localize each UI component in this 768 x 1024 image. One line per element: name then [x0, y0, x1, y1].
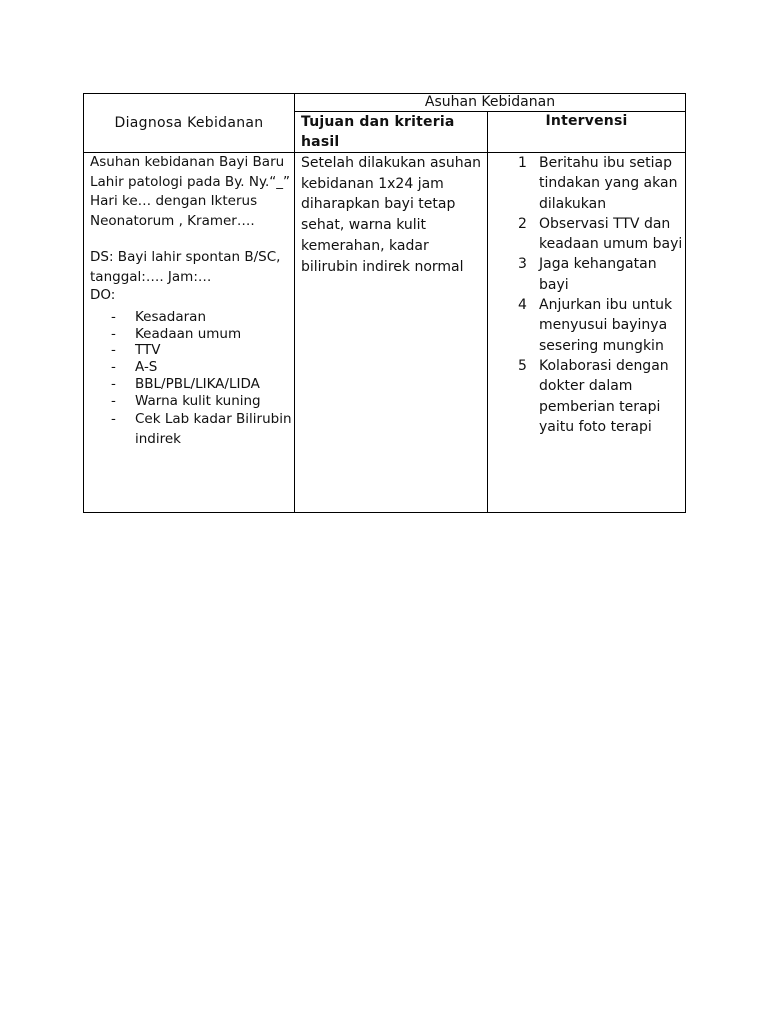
do-item-label: BBL/PBL/LIKA/LIDA — [135, 375, 260, 392]
intervensi-cell — [488, 153, 686, 513]
header-diagnosa: Diagnosa Kebidanan — [84, 94, 295, 153]
diagnosa-ds: DS: Bayi lahir spontan B/SC, tanggal:…. Jam:… — [90, 249, 281, 285]
do-item — [90, 376, 294, 393]
dash-bullet: - — [111, 375, 116, 392]
intervensi-list — [488, 153, 685, 437]
do-item-label: Kesadaran — [135, 309, 207, 325]
do-item-label: Cek Lab kadar Bilirubin indirek — [135, 411, 292, 448]
care-plan-table — [83, 93, 686, 513]
do-item — [90, 309, 294, 326]
step-text: Kolaborasi dengan dokter dalam pemberian terapi yaitu foto terapi — [539, 357, 669, 435]
header-intervensi: Intervensi — [488, 112, 686, 153]
step-number: 2 — [518, 215, 527, 232]
do-item — [90, 409, 294, 449]
intervensi-item — [488, 214, 685, 255]
do-item-label: TTV — [135, 342, 161, 359]
do-item — [90, 359, 294, 376]
dash-bullet: - — [111, 342, 116, 359]
step-text: Beritahu ibu setiap tindakan yang akan dilakukan — [539, 155, 678, 212]
do-item — [90, 326, 294, 343]
diagnosa-cell — [84, 153, 295, 513]
dash-bullet: - — [111, 411, 116, 428]
header-tujuan: Tujuan dan kriteria hasil — [295, 112, 488, 153]
dash-bullet: - — [111, 309, 116, 325]
intervensi-item — [488, 356, 685, 437]
step-text: Anjurkan ibu untuk menyusui bayinya sesering mungkin — [539, 297, 673, 354]
intervensi-item — [488, 295, 685, 356]
tujuan-text: Setelah dilakukan asuhan kebidanan 1x24 jam diharapkan bayi tetap sehat, warna kulit kemerahan, kadar bilirubin indirek normal — [301, 155, 482, 275]
spacer — [90, 231, 294, 248]
step-number: 1 — [518, 155, 527, 171]
dash-bullet: - — [111, 325, 116, 342]
intervensi-item — [488, 254, 685, 295]
step-number: 4 — [518, 297, 527, 314]
do-item-label: Warna kulit kuning — [135, 392, 261, 409]
step-text: Observasi TTV dan keadaan umum bayi — [539, 215, 683, 253]
diagnosa-do-label: DO: — [90, 287, 116, 303]
step-text: Jaga kehangatan bayi — [539, 256, 657, 293]
header-row-top — [84, 94, 686, 112]
do-item — [90, 393, 294, 410]
dash-bullet: - — [111, 392, 116, 409]
body-row — [84, 153, 686, 513]
do-list — [90, 309, 294, 449]
header-asuhan: Asuhan Kebidanan — [295, 94, 686, 112]
diagnosa-intro: Asuhan kebidanan Bayi Baru Lahir patologi pada By. Ny.“_” Hari ke… dengan Ikterus Neonatorum , Kramer…. — [90, 154, 291, 229]
do-item-label: A-S — [135, 359, 158, 376]
dash-bullet: - — [111, 359, 116, 376]
tujuan-cell — [295, 153, 488, 513]
step-number: 5 — [518, 357, 527, 374]
step-number: 3 — [518, 256, 527, 273]
do-item — [90, 342, 294, 359]
do-item-label: Keadaan umum — [135, 325, 242, 342]
intervensi-item — [488, 153, 685, 214]
